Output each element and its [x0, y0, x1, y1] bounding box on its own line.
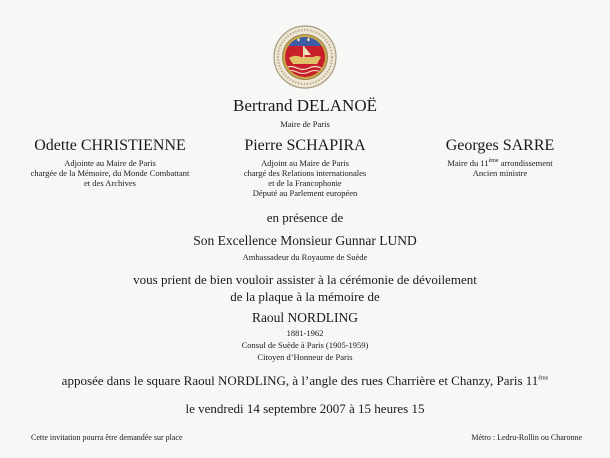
host-name: Odette CHRISTIENNE	[34, 137, 186, 154]
host-name: Pierre SCHAPIRA	[244, 137, 366, 154]
host-role-line: Député au Parlement européen	[252, 188, 358, 198]
host-sarre	[405, 137, 595, 178]
footer-left-note: Cette invitation pourra être demandée sur place	[31, 433, 183, 442]
city-of-paris-seal-icon	[271, 24, 339, 90]
host-name: Georges SARRE	[445, 137, 555, 154]
host-role-line: Ancien ministre	[472, 168, 528, 178]
mayor-name: Bertrand DELANOË	[233, 96, 377, 115]
location-text: apposée dans le square Raoul NORDLING, à l’angle des rues Charrière et Chanzy, Paris 11ème	[61, 373, 549, 388]
host-role-line: Adjointe au Maire de Paris	[64, 158, 156, 168]
invitation-line: vous prient de bien vouloir assister à la cérémonie de dévoilement	[133, 272, 477, 287]
mayor-title: Maire de Paris	[280, 119, 330, 129]
ambassador-title: Ambassadeur du Royaume de Suède	[242, 252, 368, 262]
honoree-honor: Citoyen d’Honneur de Paris	[257, 352, 353, 362]
host-role-line: et de la Francophonie	[268, 178, 342, 188]
event-date: le vendredi 14 septembre 2007 à 15 heures 15	[185, 401, 425, 416]
host-role-line: Maire du 11ème arrondissement	[447, 158, 553, 168]
footer-metro-note: Métro : Ledru-Rollin ou Charonne	[471, 433, 582, 442]
presence-text: en présence de	[266, 210, 344, 225]
ambassador-name: Son Excellence Monsieur Gunnar LUND	[193, 233, 417, 248]
honoree-role: Consul de Suède à Paris (1905-1959)	[241, 340, 369, 350]
host-role-line: Adjoint au Maire de Paris	[261, 158, 349, 168]
host-schapira	[210, 137, 400, 198]
invitation-line: de la plaque à la mémoire de	[230, 289, 380, 304]
host-christienne	[15, 137, 205, 188]
honoree-years: 1881-1962	[286, 328, 324, 338]
honoree-name: Raoul NORDLING	[251, 310, 359, 325]
host-role-line: chargée de la Mémoire, du Monde Combattant	[30, 168, 190, 178]
host-role-line: chargé des Relations internationales	[243, 168, 367, 178]
host-role-line: et des Archives	[84, 178, 136, 188]
